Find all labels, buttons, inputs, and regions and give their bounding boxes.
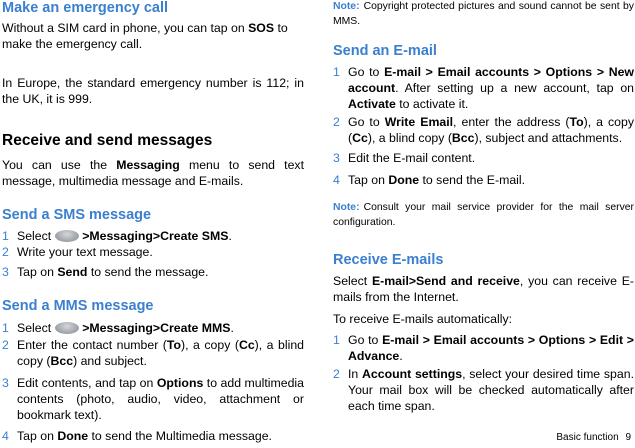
mms-step-1: 1 Select >Messaging>Create MMS. xyxy=(2,321,234,335)
receive-step-1: 1 Go to E-mail > Email accounts > Options > Edit > Advance. xyxy=(333,333,634,363)
mms-step-3: 3 Edit contents, and tap on Options to add multimedia contents (photo, audio, video, attachment or bookmark text). xyxy=(2,376,304,422)
heading-receive-emails: Receive E-mails xyxy=(333,252,444,268)
page-number: 9 xyxy=(625,432,631,443)
right-column xyxy=(333,0,634,414)
note-label: Note: xyxy=(333,202,360,213)
receive-automatically-paragraph: To receive E-mails automatically: xyxy=(333,312,513,326)
sms-step-1: 1 Select >Messaging>Create SMS. xyxy=(2,229,232,243)
receive-step-2: 2 In Account settings, select your desired time span. Your mail box will be checked automatically after each time span. xyxy=(333,367,634,413)
step-number: 2 xyxy=(333,115,340,129)
sms-step-2: 2 Write your text message. xyxy=(2,245,153,259)
step-number: 1 xyxy=(2,321,9,335)
heading-send-mms: Send a MMS message xyxy=(2,298,154,314)
step-number: 4 xyxy=(333,173,340,187)
main-menu-icon xyxy=(55,322,79,334)
email-step-4: 4 Tap on Done to send the E-mail. xyxy=(333,173,526,187)
step-number: 2 xyxy=(333,367,340,381)
email-step-1: 1 Go to E-mail > Email accounts > Options > New account. After setting up a new account, tap on Activate to activate it. xyxy=(333,65,634,111)
email-step-3: 3 Edit the E-mail content. xyxy=(333,151,476,165)
emergency-paragraph-numbers: In Europe, the standard emergency number is 112; in the UK, it is 999. xyxy=(2,76,304,106)
note-label: Note: xyxy=(333,1,360,12)
step-number: 4 xyxy=(2,429,9,443)
left-column xyxy=(2,0,304,444)
step-number: 1 xyxy=(333,333,340,347)
heading-send-sms: Send a SMS message xyxy=(2,207,152,223)
mms-step-2: 2 Enter the contact number (To), a copy (Cc), a blind copy (Bcc) and subject. xyxy=(2,338,304,368)
step-number: 2 xyxy=(2,245,9,259)
step-number: 3 xyxy=(333,151,340,165)
step-number: 3 xyxy=(2,265,9,279)
heading-receive-send-messages: Receive and send messages xyxy=(2,132,213,149)
emergency-paragraph-sos: Without a SIM card in phone, you can tap on SOS to make the emergency call. xyxy=(2,21,288,51)
note-mail-server: Note: Consult your mail service provider for the mail server configuration. xyxy=(333,202,634,228)
page-footer xyxy=(556,432,631,444)
step-number: 1 xyxy=(333,65,340,79)
mms-step-4: 4 Tap on Done to send the Multimedia message. xyxy=(2,429,272,443)
heading-send-email: Send an E-mail xyxy=(333,43,437,59)
step-number: 3 xyxy=(2,376,9,390)
heading-emergency-call: Make an emergency call xyxy=(2,0,169,16)
note-copyright: Note: Copyright protected pictures and sound cannot be sent by MMS. xyxy=(333,1,634,27)
step-number: 1 xyxy=(2,229,9,243)
step-number: 2 xyxy=(2,338,9,352)
email-step-2: 2 Go to Write Email, enter the address (To), a copy (Cc), a blind copy (Bcc), subject and attachments. xyxy=(333,115,634,145)
main-menu-icon xyxy=(55,230,79,242)
receive-send-paragraph: You can use the Messaging menu to send text message, multimedia message and E-mails. xyxy=(2,158,304,188)
footer-section-name: Basic function xyxy=(556,432,619,443)
receive-emails-paragraph: Select E-mail>Send and receive, you can receive E-mails from the Internet. xyxy=(333,274,634,304)
sms-step-3: 3 Tap on Send to send the message. xyxy=(2,265,209,279)
